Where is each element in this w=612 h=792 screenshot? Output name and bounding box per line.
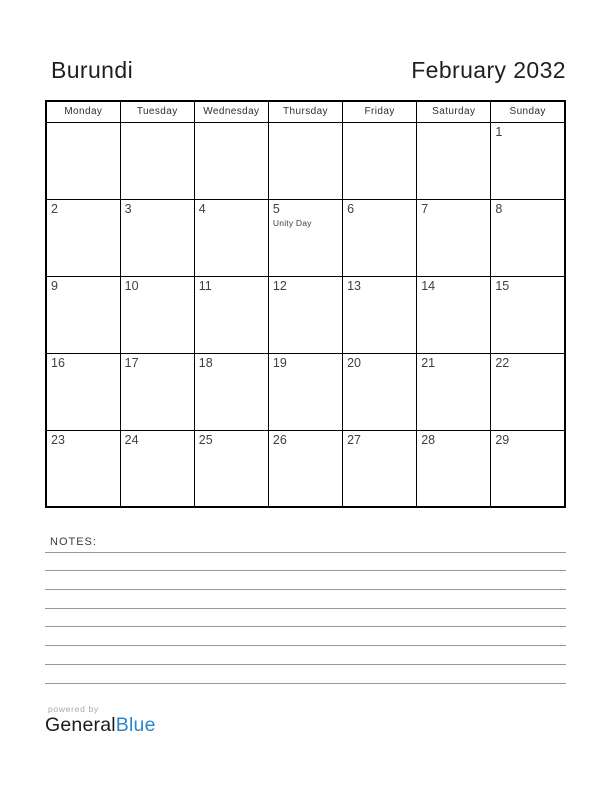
powered-by-text: powered by [48, 704, 99, 714]
day-header-thursday: Thursday [268, 101, 342, 122]
calendar-cell [417, 430, 491, 507]
calendar-cell [343, 122, 417, 199]
calendar-cell [343, 353, 417, 430]
calendar-cell [343, 199, 417, 276]
day-number: 21 [421, 355, 436, 370]
calendar-cell [268, 353, 342, 430]
day-number: 18 [198, 355, 213, 370]
note-line [45, 627, 566, 646]
calendar-cell [120, 430, 194, 507]
calendar-cell [46, 276, 120, 353]
calendar-cell [491, 276, 565, 353]
calendar-cell [194, 122, 268, 199]
note-line [45, 571, 566, 590]
day-header-tuesday: Tuesday [120, 101, 194, 122]
day-number: 12 [272, 278, 287, 293]
day-number: 16 [51, 355, 65, 370]
country-title: Burundi [51, 57, 134, 83]
notes-label: NOTES: [50, 536, 97, 548]
calendar-cell [343, 276, 417, 353]
day-number: 9 [51, 278, 58, 293]
day-number: 28 [421, 432, 436, 447]
calendar-cell [268, 199, 342, 276]
day-header-row [46, 101, 565, 122]
week-row [46, 276, 565, 353]
calendar-cell [417, 276, 491, 353]
holiday-label: Unity Day [272, 217, 312, 228]
day-number: 29 [495, 432, 510, 447]
calendar-cell [46, 353, 120, 430]
week-row [46, 199, 565, 276]
day-number: 6 [347, 201, 355, 216]
calendar-cell [120, 353, 194, 430]
day-number: 11 [198, 278, 212, 293]
month-year-title: February 2032 [411, 57, 566, 83]
calendar-cell [491, 430, 565, 507]
calendar-cell [120, 122, 194, 199]
day-number: 23 [51, 432, 65, 447]
day-header-friday: Friday [343, 101, 417, 122]
note-line [45, 665, 566, 684]
day-header-wednesday: Wednesday [194, 101, 268, 122]
calendar-cell [491, 122, 565, 199]
note-line [45, 534, 566, 553]
calendar-cell [194, 276, 268, 353]
note-line [45, 609, 566, 628]
day-number: 26 [272, 432, 287, 447]
calendar-cell [194, 353, 268, 430]
week-row [46, 122, 565, 199]
day-number: 13 [347, 278, 361, 293]
day-header-saturday: Saturday [417, 101, 491, 122]
day-number: 2 [51, 201, 58, 216]
brand-logo [45, 714, 156, 737]
calendar-cell [268, 122, 342, 199]
calendar-cell [46, 122, 120, 199]
day-number: 17 [124, 355, 139, 370]
week-row [46, 430, 565, 507]
day-number: 10 [124, 278, 139, 293]
day-number: 22 [495, 355, 510, 370]
calendar-grid [45, 100, 566, 508]
calendar-cell [194, 430, 268, 507]
week-row [46, 353, 565, 430]
brand-blue-text: Blue [115, 714, 156, 736]
note-line [45, 590, 566, 609]
day-number: 20 [347, 355, 361, 370]
calendar-cell [46, 430, 120, 507]
day-number: 4 [198, 201, 206, 216]
day-header-monday: Monday [46, 101, 120, 122]
notes-section [45, 534, 566, 684]
calendar-cell [268, 430, 342, 507]
calendar-cell [417, 199, 491, 276]
day-number: 7 [421, 201, 429, 216]
calendar-cell [268, 276, 342, 353]
day-number: 8 [495, 201, 503, 216]
calendar-cell [491, 199, 565, 276]
calendar-cell [46, 199, 120, 276]
day-number: 15 [495, 278, 510, 293]
day-number: 14 [421, 278, 436, 293]
calendar-cell [343, 430, 417, 507]
calendar-cell [120, 276, 194, 353]
day-header-sunday: Sunday [491, 101, 565, 122]
calendar-cell [417, 122, 491, 199]
calendar-cell [491, 353, 565, 430]
calendar-cell [120, 199, 194, 276]
day-number: 24 [124, 432, 139, 447]
note-line [45, 553, 566, 572]
calendar-cell [417, 353, 491, 430]
day-number: 25 [198, 432, 213, 447]
day-number: 5 [272, 201, 280, 216]
day-number: 1 [495, 124, 503, 139]
day-number: 19 [272, 355, 287, 370]
day-number: 27 [347, 432, 361, 447]
brand-general-text: General [45, 714, 116, 736]
calendar-cell [194, 199, 268, 276]
note-line [45, 646, 566, 665]
day-number: 3 [124, 201, 132, 216]
